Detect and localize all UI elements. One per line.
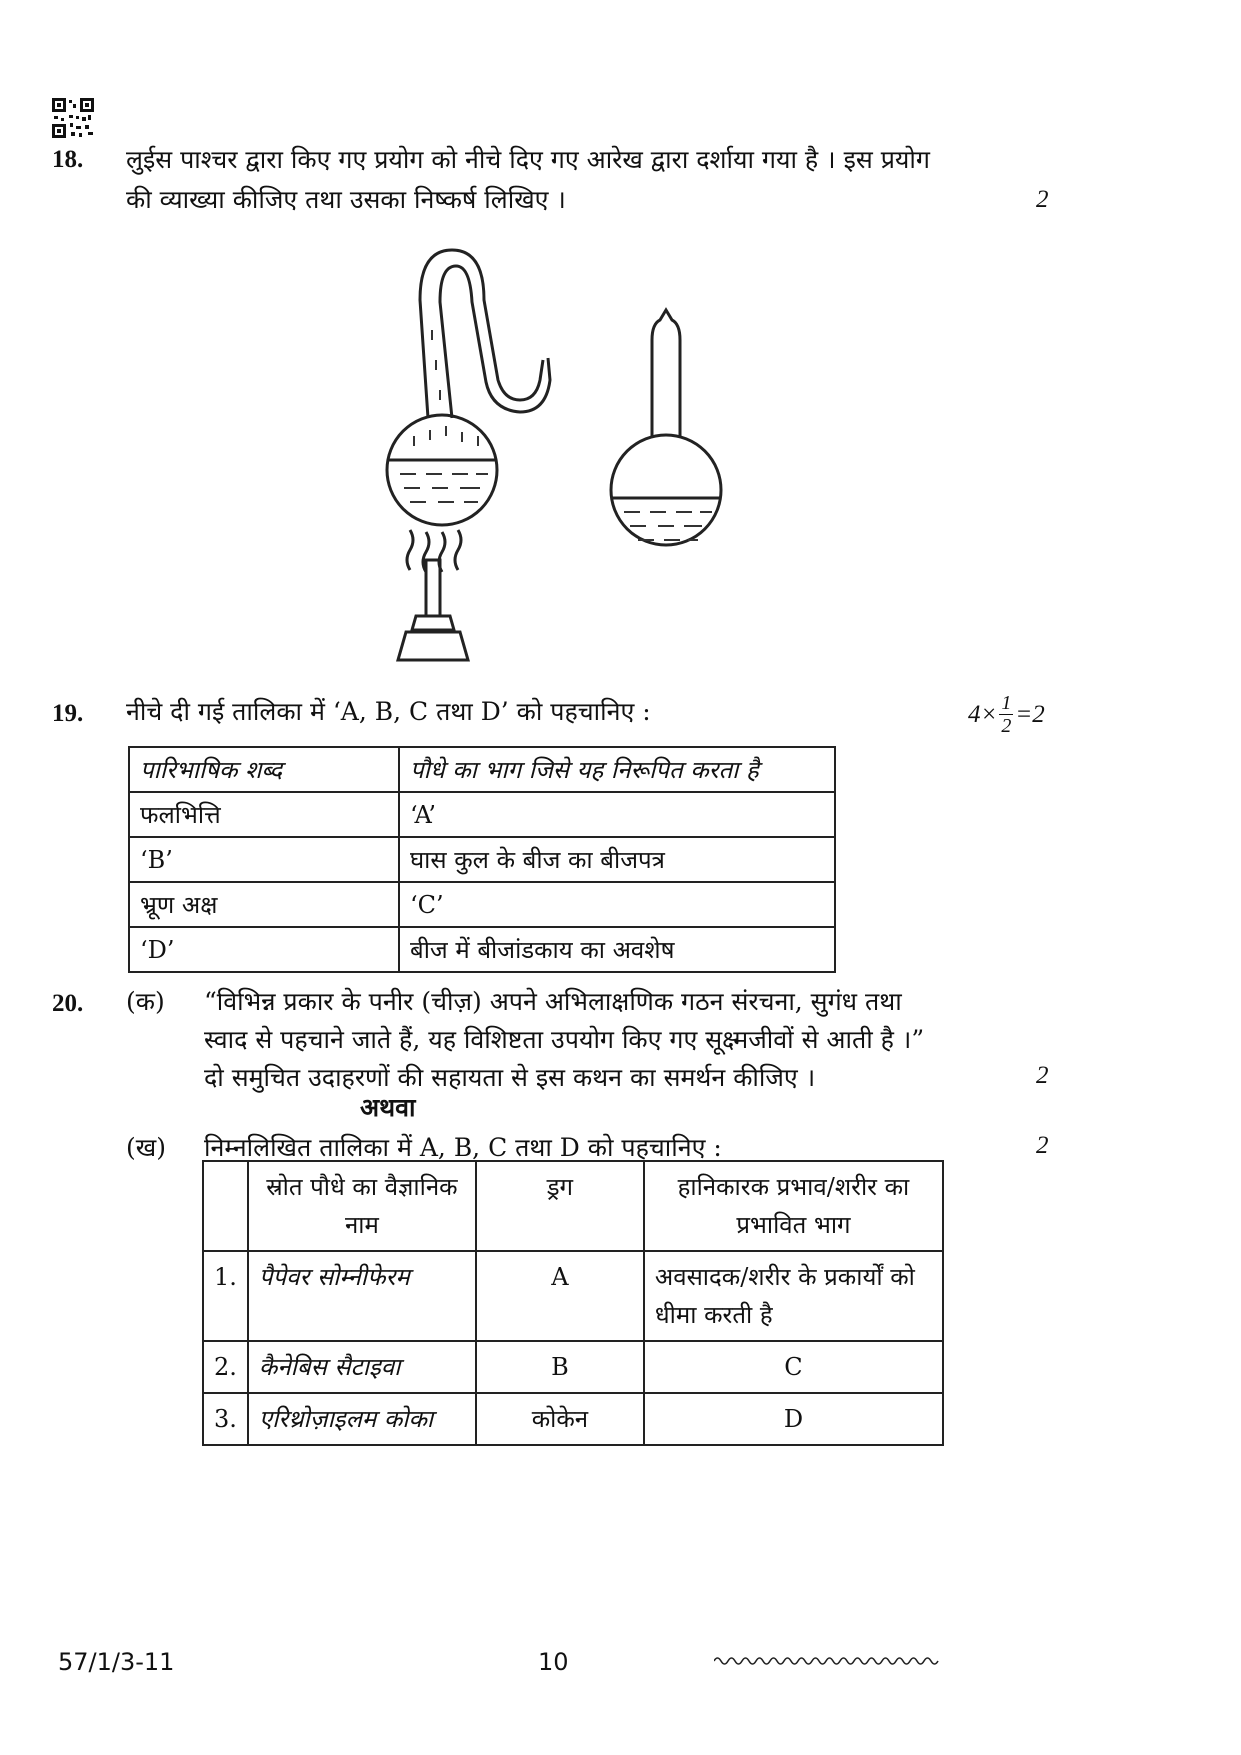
part-marks: 2	[1036, 1062, 1049, 1089]
part-text-line: दो समुचित उदाहरणों की सहायता से इस कथन का समर्थन कीजिए ।	[204, 1063, 816, 1092]
table-row	[203, 1393, 943, 1445]
table-cell: बीज में बीजांडकाय का अवशेष	[399, 927, 835, 972]
part-marks: 2	[1036, 1132, 1049, 1159]
flask-bulb	[611, 435, 721, 545]
table-row	[203, 1251, 943, 1341]
flask-bulb	[387, 415, 497, 525]
part-text-line: “विभिन्न प्रकार के पनीर (चीज़) अपने अभिलाक्षणिक गठन संरचना, सुगंध तथा	[204, 987, 902, 1016]
table-cell: घास कुल के बीज का बीजपत्र	[399, 837, 835, 882]
table-cell: एरिथ्रोज़ाइलम कोका	[248, 1393, 476, 1445]
table-cell: 3.	[203, 1393, 248, 1445]
table-row	[129, 837, 835, 882]
question-number: 18.	[52, 146, 84, 173]
table-header-cell: पारिभाषिक शब्द	[129, 747, 399, 792]
page-number: 10	[538, 1648, 569, 1676]
question-number: 19.	[52, 700, 84, 727]
terms-table	[128, 746, 836, 973]
table-row	[129, 927, 835, 972]
qr-code-icon	[52, 98, 94, 138]
fraction-numerator: 1	[1001, 692, 1012, 714]
fraction	[999, 692, 1013, 737]
question-number: 20.	[52, 990, 84, 1017]
table-cell: B	[476, 1341, 644, 1393]
part-label: (क)	[126, 987, 165, 1016]
table-cell: ‘B’	[129, 837, 399, 882]
marks-suffix: =2	[1015, 700, 1045, 728]
fraction-denominator: 2	[1001, 715, 1012, 737]
table-cell: A	[476, 1251, 644, 1341]
table-cell: ‘A’	[399, 792, 835, 837]
question-text-line: की व्याख्या कीजिए तथा उसका निष्कर्ष लिखिए ।	[126, 185, 566, 214]
table-row	[129, 792, 835, 837]
table-cell: कैनेबिस सैटाइवा	[248, 1341, 476, 1393]
table-cell: ‘C’	[399, 882, 835, 927]
part-text: निम्नलिखित तालिका में A, B, C तथा D को पहचानिए :	[204, 1133, 722, 1162]
question-marks	[968, 692, 1045, 737]
decorative-wave-icon	[714, 1654, 940, 1668]
marks-prefix: 4×	[968, 700, 998, 728]
table-cell: कोकेन	[476, 1393, 644, 1445]
swan-neck-flask-diagram	[380, 240, 740, 680]
drugs-table	[202, 1160, 944, 1446]
table-row	[129, 882, 835, 927]
paper-code: 57/1/3-11	[58, 1648, 175, 1676]
table-cell: ‘D’	[129, 927, 399, 972]
part-label: (ख)	[126, 1133, 166, 1162]
table-cell: C	[644, 1341, 943, 1393]
table-header-cell	[203, 1161, 248, 1251]
table-cell: 2.	[203, 1341, 248, 1393]
table-header-cell: ड्रग	[476, 1161, 644, 1251]
table-cell: भ्रूण अक्ष	[129, 882, 399, 927]
table-header-row	[203, 1161, 943, 1251]
part-text-line: स्वाद से पहचाने जाते हैं, यह विशिष्टता उपयोग किए गए सूक्ष्मजीवों से आती है ।”	[204, 1025, 925, 1054]
question-marks: 2	[1036, 186, 1049, 213]
table-header-cell: स्रोत पौधे का वैज्ञानिक नाम	[248, 1161, 476, 1251]
burner	[426, 560, 440, 616]
table-row	[203, 1341, 943, 1393]
table-cell: 1.	[203, 1251, 248, 1341]
table-cell: पैपेवर सोम्नीफेरम	[248, 1251, 476, 1341]
table-header-row	[129, 747, 835, 792]
question-text-line: लुईस पाश्चर द्वारा किए गए प्रयोग को नीचे दिए गए आरेख द्वारा दर्शाया गया है । इस प्रयोग	[126, 145, 930, 174]
flask-neck	[652, 310, 680, 438]
table-header-cell: हानिकारक प्रभाव/शरीर का प्रभावित भाग	[644, 1161, 943, 1251]
table-cell: अवसादक/शरीर के प्रकार्यों को धीमा करती है	[644, 1251, 943, 1341]
or-separator: अथवा	[360, 1093, 416, 1122]
flask-neck	[420, 250, 543, 418]
table-header-cell: पौधे का भाग जिसे यह निरूपित करता है	[399, 747, 835, 792]
table-cell: फलभित्ति	[129, 792, 399, 837]
question-text: नीचे दी गई तालिका में ‘A, B, C तथा D’ को पहचानिए :	[126, 697, 651, 726]
table-cell: D	[644, 1393, 943, 1445]
